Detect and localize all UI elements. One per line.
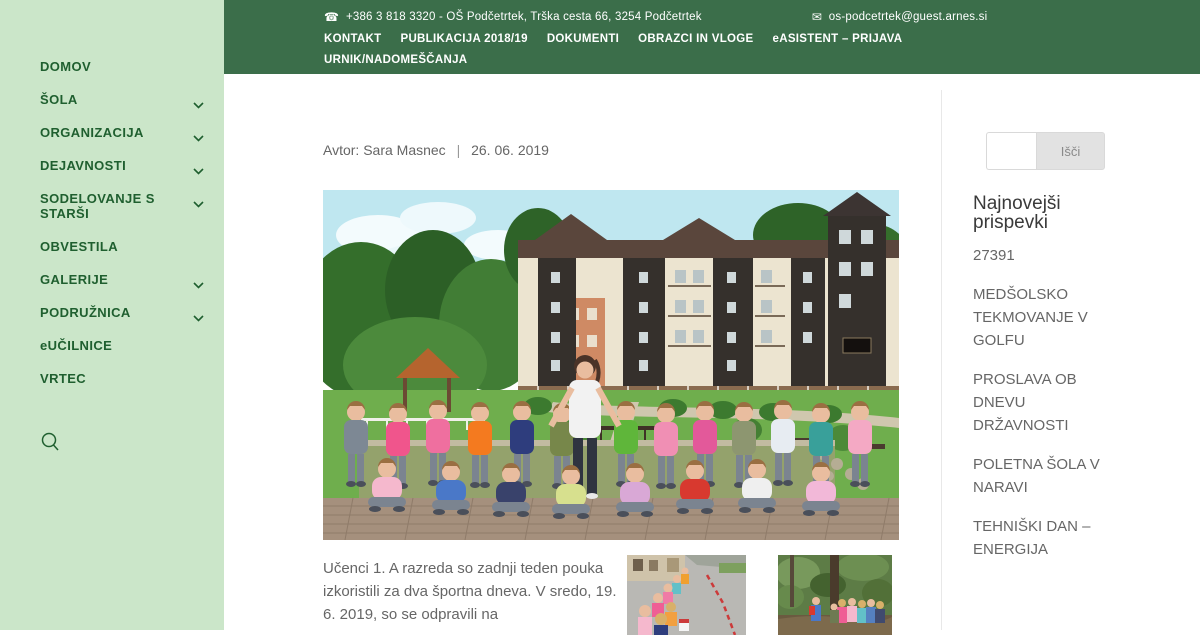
nav-link-easistent-prijava[interactable]: eASISTENT – PRIJAVA xyxy=(773,32,903,46)
sidebar-item-label: DEJAVNOSTI xyxy=(40,158,196,173)
sidebar-item-label: ORGANIZACIJA xyxy=(40,125,196,140)
chevron-down-icon xyxy=(193,162,204,180)
sidebar-item-sola[interactable] xyxy=(0,83,224,116)
sidebar-item-organizacija[interactable] xyxy=(0,116,224,149)
top-navigation xyxy=(324,32,1036,95)
chevron-down-icon xyxy=(193,96,204,114)
sidebar-item-label: eUČILNICE xyxy=(40,338,196,353)
post-link[interactable]: MEDŠOLSKO TEKMOVANJE V GOLFU xyxy=(973,283,1107,352)
meta-separator: | xyxy=(457,142,461,158)
nav-link-kontakt[interactable]: KONTAKT xyxy=(324,32,381,46)
chevron-down-icon xyxy=(193,276,204,294)
phone-icon: ☎ xyxy=(324,11,339,23)
search-icon[interactable] xyxy=(40,431,62,453)
post-meta xyxy=(323,142,549,158)
author-link[interactable]: Sara Masnec xyxy=(363,142,445,158)
post-link[interactable]: 27391 xyxy=(973,244,1107,267)
nav-link-dokumenti[interactable]: DOKUMENTI xyxy=(547,32,619,46)
chevron-down-icon xyxy=(193,129,204,147)
sidebar-item-eucilnice[interactable] xyxy=(0,329,224,362)
envelope-icon: ✉ xyxy=(812,11,822,23)
sidebar-item-label: PODRUŽNICA xyxy=(40,305,196,320)
sidebar-item-vrtec[interactable] xyxy=(0,362,224,395)
top-header-bar xyxy=(224,0,1200,74)
main-content xyxy=(224,74,1200,630)
sidebar-item-galerije[interactable] xyxy=(0,263,224,296)
nav-link-urnik-nadomescanja[interactable]: URNIK/NADOMEŠČANJA xyxy=(324,53,467,67)
post-body-text: Učenci 1. A razreda so zadnji teden pouka izkoristili za dva športna dneva. V sredo, 19. 6. 2019, so se odpravili na xyxy=(323,557,620,626)
sidebar-item-label: ŠOLA xyxy=(40,92,196,107)
post-link[interactable]: TEHNIŠKI DAN – ENERGIJA xyxy=(973,515,1107,561)
email-link[interactable] xyxy=(812,11,988,23)
content-sidebar-divider xyxy=(941,90,942,630)
sidebar-item-label: VRTEC xyxy=(40,371,196,386)
post-link[interactable]: PROSLAVA OB DNEVU DRŽAVNOSTI xyxy=(973,368,1107,437)
sidebar-nav xyxy=(0,0,224,395)
sidebar-item-podruznica[interactable] xyxy=(0,296,224,329)
gallery-thumbnail-road[interactable] xyxy=(627,555,746,635)
nav-link-obvestila[interactable]: OBVESTILA xyxy=(324,81,393,95)
sidebar-item-label: SODELOVANJE S STARŠI xyxy=(40,191,196,221)
sidebar-item-label: OBVESTILA xyxy=(40,239,196,254)
search-box xyxy=(986,132,1105,170)
sidebar-item-dejavnosti[interactable] xyxy=(0,149,224,182)
sidebar xyxy=(0,0,224,630)
sidebar-item-sodelovanje-s-starsi[interactable] xyxy=(0,182,224,230)
sidebar-item-domov[interactable] xyxy=(0,50,224,83)
gallery-thumbnail-forest[interactable] xyxy=(778,555,892,635)
sidebar-item-label: DOMOV xyxy=(40,59,196,74)
email-address: os-podcetrtek@guest.arnes.si xyxy=(829,11,988,23)
featured-photo[interactable] xyxy=(323,190,899,540)
sidebar-item-obvestila[interactable] xyxy=(0,230,224,263)
sidebar-item-label: GALERIJE xyxy=(40,272,196,287)
search-input[interactable] xyxy=(986,132,1036,170)
contact-row xyxy=(324,9,1200,24)
widget-title-latest-posts: Najnovejši prispevki xyxy=(973,194,1113,232)
chevron-down-icon xyxy=(193,309,204,327)
search-button[interactable]: Išči xyxy=(1036,132,1105,170)
author-prefix: Avtor: xyxy=(323,142,359,158)
post-link[interactable]: POLETNA ŠOLA V NARAVI xyxy=(973,453,1107,499)
nav-link-obrazci-in-vloge[interactable]: OBRAZCI IN VLOGE xyxy=(638,32,753,46)
post-date: 26. 06. 2019 xyxy=(471,142,549,158)
chevron-down-icon xyxy=(193,195,204,213)
phone-and-address: +386 3 818 3320 - OŠ Podčetrtek, Trška cesta 66, 3254 Podčetrtek xyxy=(346,11,702,23)
nav-link-publikacija[interactable]: PUBLIKACIJA 2018/19 xyxy=(400,32,527,46)
latest-posts-list xyxy=(973,244,1107,577)
